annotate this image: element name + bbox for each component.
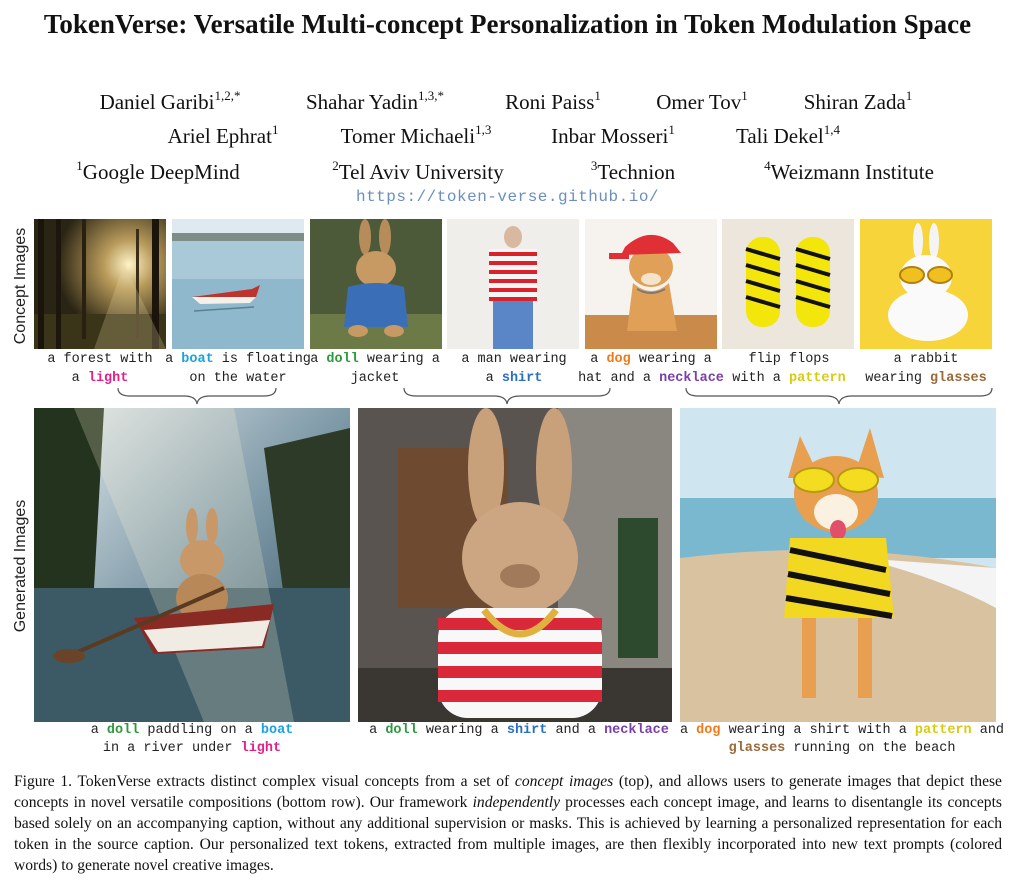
concept-caption [300,350,450,388]
paper-title: TokenVerse: Versatile Multi-concept Personalization in Token Modulation Space [43,9,972,39]
caption-text: a [165,352,182,367]
caption-text: a rabbit [893,352,959,367]
caption-text: a [590,352,607,367]
emphasis-text: concept images [514,773,614,790]
concept-keyword: light [87,371,129,386]
concept-image-dog-hat [585,219,717,349]
caption-text: (top), and allows users to generate images that depict these concepts in novel versatile compositions (bottom row). Our framework [14,773,1002,811]
caption-text: a [71,371,88,386]
caption-line [576,350,726,369]
caption-text: jacket [350,371,400,386]
caption-text: paddling on a [139,723,261,738]
concept-keyword: boat [260,723,294,738]
caption-text: Figure 1. TokenVerse extracts distinct complex visual concepts from a set of [14,773,515,790]
caption-line [851,350,1001,369]
generated-image-doll-boat [34,408,350,722]
caption-text: in a river under [102,741,241,756]
affiliation: $^2$Tel Aviv University [332,158,504,184]
concept-keyword: boat [181,352,214,367]
caption-text: a forest with [47,352,153,367]
generated-caption [369,722,669,740]
concept-keyword: light [240,741,282,756]
figure-caption [14,771,1002,876]
caption-text: a [679,723,697,738]
concept-caption [576,350,726,388]
concept-caption [714,350,864,388]
caption-text: and a [547,723,605,738]
caption-text: wearing [865,371,931,386]
concept-image-doll-jacket [310,219,442,349]
emphasis-text: independently [472,794,561,811]
concept-keyword: shirt [501,371,543,386]
concept-keyword: pattern [789,371,846,386]
affiliation: $^1$Google DeepMind [76,158,240,184]
caption-line [680,740,1004,758]
caption-line [91,722,294,740]
concept-image-forest [34,219,166,349]
author-name: Inbar Mosseri$^1$ [551,122,675,148]
concept-keyword: shirt [506,723,548,738]
affiliation: $^4$Weizmann Institute [764,158,934,184]
concept-keyword: doll [106,723,140,738]
generated-caption [91,722,294,758]
author-name: Shiran Zada$^1$ [803,88,913,114]
caption-text: wearing a shirt with a [720,723,915,738]
concept-images-label: Concept Images [12,227,29,345]
caption-line [714,350,864,369]
caption-text: hat and a [578,371,660,386]
concept-keyword: dog [606,352,631,367]
concept-keyword: doll [326,352,359,367]
caption-text: a [369,723,386,738]
brace-right [686,388,992,404]
concept-keyword: dog [696,723,721,738]
caption-text: flip flops [748,352,830,367]
caption-line [300,350,450,369]
caption-text: wearing a [630,352,712,367]
caption-line [163,350,313,369]
caption-text: a man wearing [461,352,567,367]
generated-caption [680,722,1004,758]
concept-image-rabbit-glasses [860,219,992,349]
caption-text: a [485,371,502,386]
concept-caption [163,350,313,388]
author-name: Tali Dekel$^{1,4}$ [736,122,840,148]
caption-line [369,722,669,740]
caption-line [91,740,294,758]
concept-keyword: glasses [930,371,987,386]
caption-line [439,350,589,369]
grouping-braces [0,385,1015,407]
brace-left [118,388,276,404]
generated-image-dog-beach [680,408,996,722]
generated-image-doll-shirt [358,408,672,722]
concept-image-boat [172,219,304,349]
caption-text: a [90,723,107,738]
caption-text: on the water [189,371,287,386]
concept-caption [439,350,589,388]
concept-image-man-shirt [447,219,579,349]
author-name: Tomer Michaeli$^{1,3}$ [340,122,492,148]
caption-text: wearing a [358,352,440,367]
caption-text: a [310,352,327,367]
concept-caption [25,350,175,388]
concept-keyword: necklace [604,723,669,738]
caption-text: is floating [213,352,311,367]
caption-text: with a [732,371,789,386]
concept-caption [851,350,1001,388]
generated-images-label: Generated Images [12,499,29,633]
author-name: Ariel Ephrat$^1$ [167,122,279,148]
concept-image-flip-flops [722,219,854,349]
figure-caption-text [14,771,1002,876]
caption-text: wearing a [417,723,507,738]
caption-line [25,350,175,369]
author-name: Daniel Garibi$^{1,2,*}$ [99,88,241,114]
caption-text: processes each concept image, and learns to disentangle its concepts based solely on an accompanying caption, without any additional supervision or masks. This is achieved by learning a personalized representation for each token in the source caption. Our personalized text tokens, extracted from multiple images, are then flexibly incorporated into new text prompts (colored words) to generate novel creative images. [14,794,1002,874]
concept-keyword: doll [385,723,418,738]
concept-keyword: necklace [659,371,724,386]
affiliation: $^3$Technion [590,158,676,184]
brace-middle [404,388,610,404]
caption-text: running on the beach [785,741,956,756]
caption-text: and [971,723,1005,738]
concept-keyword: pattern [914,723,972,738]
project-url-link[interactable]: https://token-verse.github.io/ [355,188,660,206]
author-name: Omer Tov$^1$ [656,88,748,114]
caption-line [680,722,1004,740]
author-name: Shahar Yadin$^{1,3,*}$ [305,88,445,114]
author-name: Roni Paiss$^1$ [505,88,601,114]
concept-keyword: glasses [728,741,786,756]
